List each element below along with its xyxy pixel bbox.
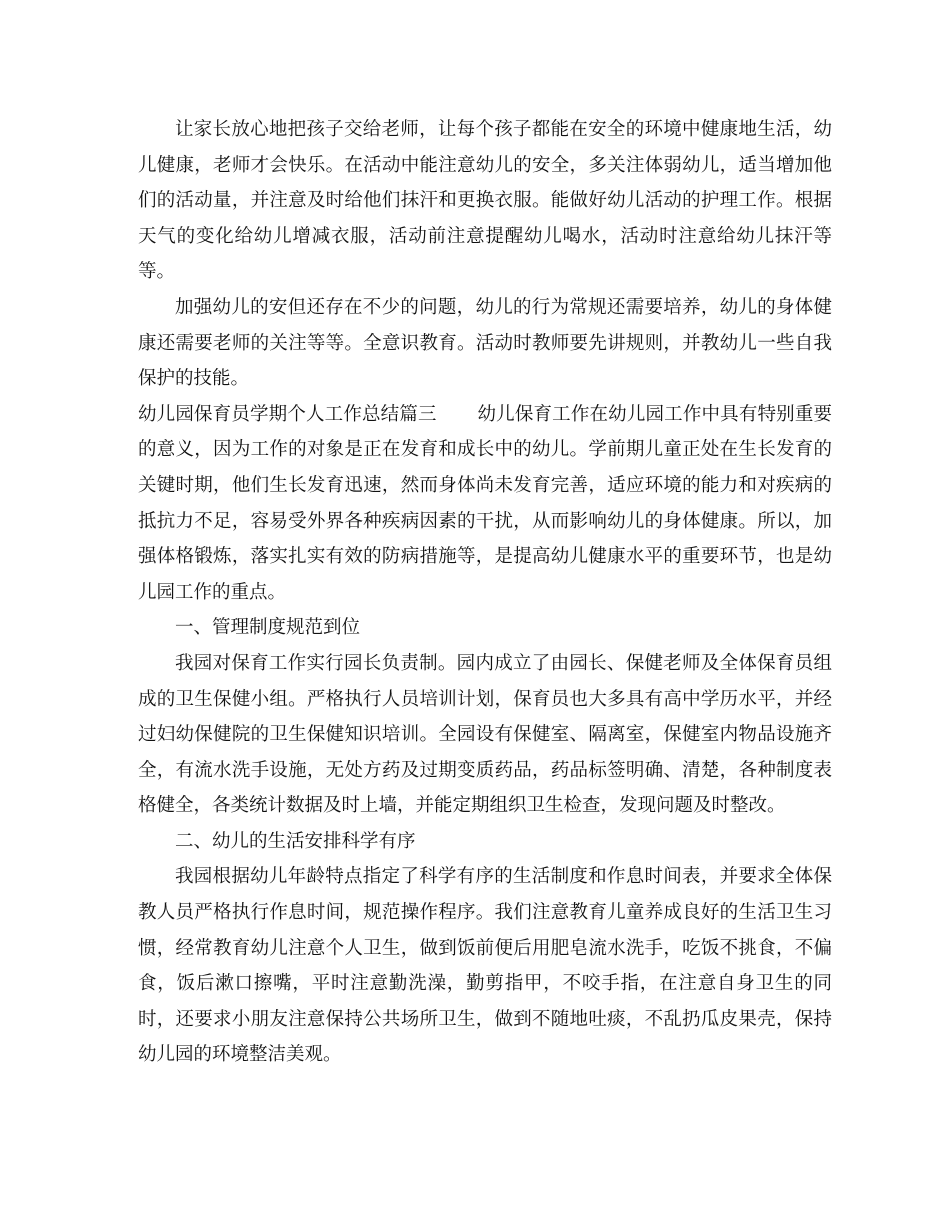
paragraph-daily-routine: 我园根据幼儿年龄特点指定了科学有序的生活制度和作息时间表，并要求全体保教人员严格执行作息时间，规范操作程序。我们注意教育儿童养成良好的生活卫生习惯，经常教育幼儿注意个人卫生，做到饭前便后用肥皂流水洗手，吃饭不挑食，不偏食，饭后漱口擦嘴，平时注意勤洗澡，勤剪指甲，不咬手指，在注意自身卫生的同时，还要求小朋友注意保持公共场所卫生，做到不随地吐痰，不乱扔瓜皮果壳，保持幼儿园的环境整洁美观。 xyxy=(138,866,832,1066)
section-intro-paragraph xyxy=(138,397,832,611)
paragraph-management: 我园对保育工作实行园长负责制。园内成立了由园长、保健老师及全体保育员组成的卫生保健小组。严格执行人员培训计划，保育员也大多具有高中学历水平，并经过妇幼保健院的卫生保健知识培训。全园设有保健室、隔离室，保健室内物品设施齐全，有流水洗手设施，无处方药及过期变质药品，药品标签明确、清楚，各种制度表格健全，各类统计数据及时上墙，并能定期组织卫生检查，发现问题及时整改。 xyxy=(138,652,832,817)
paragraph-safety-care: 让家长放心地把孩子交给老师，让每个孩子都能在安全的环境中健康地生活，幼儿健康，老师才会快乐。在活动中能注意幼儿的安全，多关注体弱幼儿，适当增加他们的活动量，并注意及时给他们抹汗和更换衣服。能做好幼儿活动的护理工作。根据天气的变化给幼儿增减衣服，活动前注意提醒幼儿喝水，活动时注意给幼儿抹汗等等。 xyxy=(138,119,832,283)
section-title: 幼儿园保育员学期个人工作总结篇三 xyxy=(138,403,437,425)
section-intro-text: 幼儿保育工作在幼儿园工作中具有特别重要的意义，因为工作的对象是正在发育和成长中的幼儿。学前期儿童正处在生长发育的关键时期，他们生长发育迅速，然而身体尚未发育完善，适应环境的能力和对疾病的抵抗力不足，容易受外界各种疾病因素的干扰，从而影响幼儿的身体健康。所以，加强体格锻炼，落实扎实有效的防病措施等，是提高幼儿健康水平的重要环节，也是幼儿园工作的重点。 xyxy=(138,403,832,603)
heading-daily-routine: 二、幼儿的生活安排科学有序 xyxy=(175,830,416,852)
document-body xyxy=(138,112,832,1073)
heading-management: 一、管理制度规范到位 xyxy=(175,617,361,639)
paragraph-safety-awareness: 加强幼儿的安但还存在不少的问题，幼儿的行为常规还需要培养，幼儿的身体健康还需要老师的关注等等。全意识教育。活动时教师要先讲规则，并教幼儿一些自我保护的技能。 xyxy=(138,296,832,390)
